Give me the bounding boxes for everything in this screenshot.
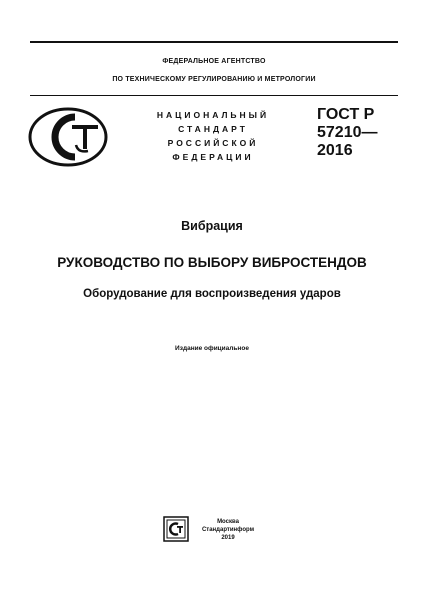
standard-type-line: РОССИЙСКОЙ bbox=[167, 138, 259, 148]
publisher-block bbox=[200, 518, 256, 542]
standard-type-line: НАЦИОНАЛЬНЫЙ bbox=[156, 110, 270, 120]
standard-type-line: ФЕДЕРАЦИИ bbox=[172, 152, 254, 162]
publisher-year: 2019 bbox=[221, 535, 235, 541]
document-title: РУКОВОДСТВО ПО ВЫБОРУ ВИБРОСТЕНДОВ bbox=[57, 255, 367, 270]
publisher-name: Стандартинформ bbox=[201, 527, 255, 533]
document-subtitle: Оборудование для воспроизведения ударов bbox=[83, 288, 341, 300]
agency-line-2: ПО ТЕХНИЧЕСКОМУ РЕГУЛИРОВАНИЮ И МЕТРОЛОГИИ bbox=[112, 76, 316, 83]
standard-designation bbox=[317, 106, 378, 160]
designation-line: 57210— bbox=[317, 124, 378, 141]
standartinform-logo-icon bbox=[163, 516, 189, 542]
header-divider bbox=[30, 95, 398, 96]
top-rule bbox=[30, 41, 398, 43]
publisher-city: Москва bbox=[217, 519, 239, 525]
edition-label: Издание официальное bbox=[175, 345, 249, 352]
standard-type-line: СТАНДАРТ bbox=[178, 124, 248, 134]
document-topic: Вибрация bbox=[181, 219, 243, 233]
designation-line: ГОСТ Р bbox=[317, 106, 375, 123]
agency-line-1: ФЕДЕРАЛЬНОЕ АГЕНТСТВО bbox=[162, 58, 266, 65]
standard-type-block bbox=[148, 108, 278, 164]
rst-gost-logo-icon bbox=[28, 107, 108, 167]
designation-line: 2016 bbox=[317, 142, 353, 159]
